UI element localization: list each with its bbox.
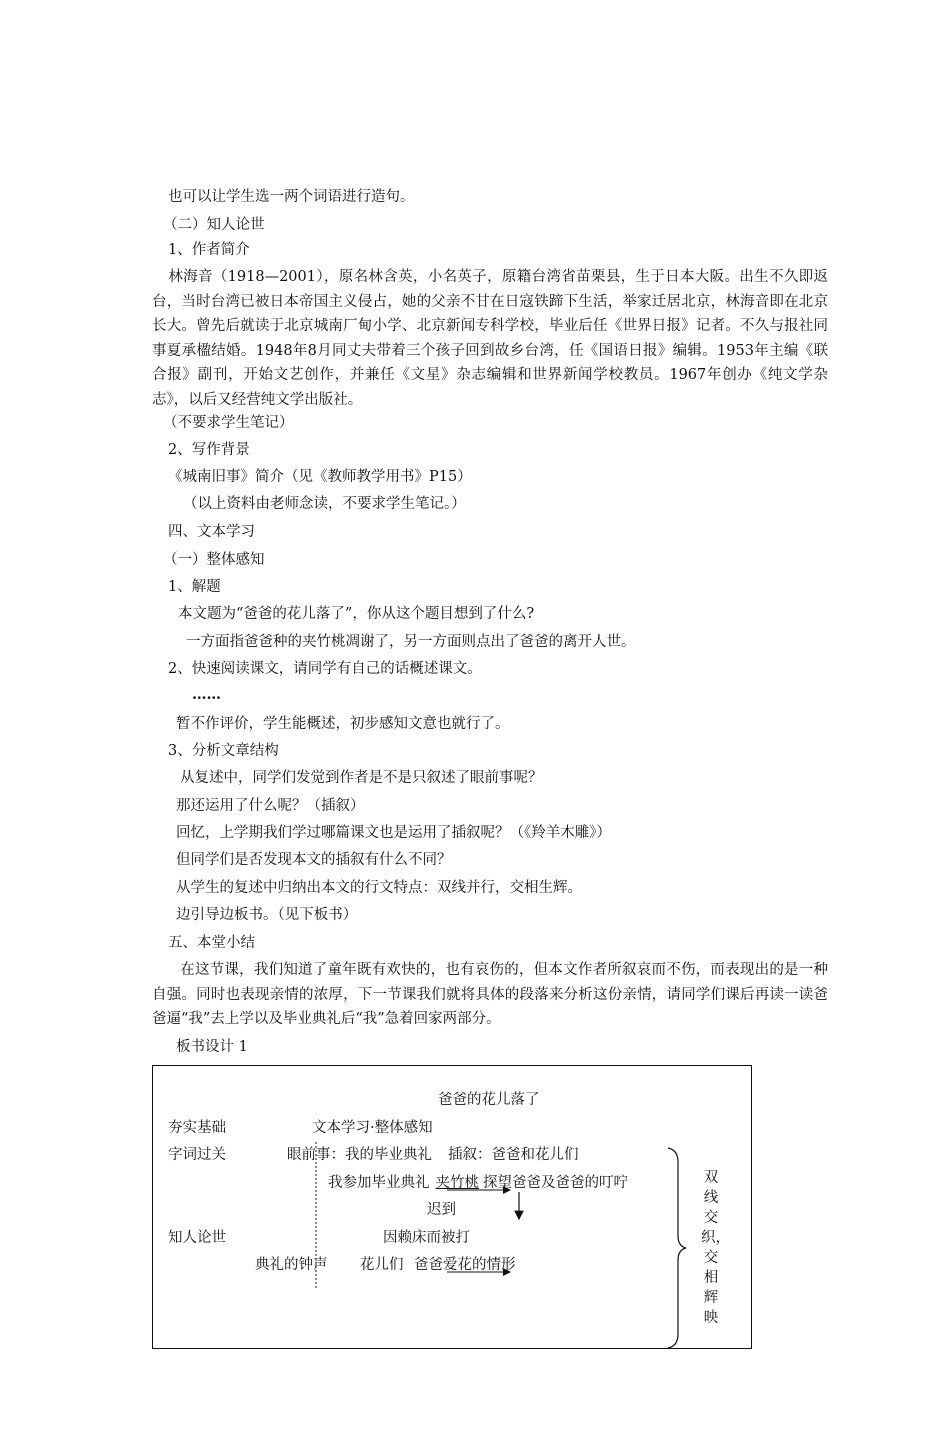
- board-row-5b: 花儿们: [360, 1257, 404, 1273]
- board-design-label: 板书设计 1: [176, 1039, 248, 1055]
- present-value: 我的毕业典礼: [345, 1147, 432, 1163]
- subheading: 1、解题: [168, 579, 221, 595]
- board-side-note: 双线交织，交相辉映: [701, 1170, 730, 1326]
- summary-paragraph: [152, 958, 828, 1032]
- text-line: 本文题为“爸爸的花儿落了”，你从这个题目想到了什么?: [178, 606, 535, 622]
- text-line: 但同学们是否发现本文的插叙有什么不同？: [176, 852, 452, 868]
- text-line: 回忆，上学期我们学过哪篇课文也是运用了插叙呢？（《羚羊木雕》）: [176, 825, 611, 841]
- board-present-line: [287, 1146, 579, 1164]
- text-line: 从学生的复述中归纳出本文的行文特点：双线并行，交相生辉。: [176, 880, 582, 896]
- board-subtitle: 文本学习·整体感知: [312, 1120, 433, 1136]
- subheading: 1、作者简介: [168, 242, 250, 258]
- board-title: 爸爸的花儿落了: [438, 1092, 540, 1108]
- subheading: 2、写作背景: [168, 442, 250, 458]
- row2-a: 我参加毕业典礼: [328, 1175, 430, 1191]
- board-left-item: 夯实基础: [168, 1120, 226, 1136]
- text-line: 那还运用了什么呢？（插叙）: [176, 798, 365, 814]
- board-row-4: 因赖床而被打: [383, 1230, 470, 1246]
- board-row-2: [328, 1174, 628, 1192]
- present-label: 眼前事：: [287, 1147, 345, 1163]
- subheading: （一）整体感知: [163, 552, 265, 568]
- flashback-value: 爸爸和花儿们: [491, 1147, 579, 1163]
- section-heading: 四、文本学习: [168, 524, 255, 540]
- board-row-3: 迟到: [427, 1202, 456, 1218]
- subheading: 2、快速阅读课文，请同学有自己的话概述课文。: [168, 661, 482, 677]
- author-bio-text: 林海音（1918—2001），原名林含英，小名英子，原籍台湾省苗栗县，生于日本大阪。出生不久即返台，当时台湾已被日本帝国主义侵占，她的父亲不甘在日寇铁蹄下生活，举家迁居北京，林海音即在北京长大。曾先后就读于北京城南厂甸小学、北京新闻专科学校，毕业后任《世界日报》记者。不久与报社同事夏承楹结婚。1948年8月同丈夫带着三个孩子回到故乡台湾，任《国语日报》编辑。1953年主编《联合报》副刊，开始文艺创作，并兼任《文星》杂志编辑和世界新闻学校教员。1967年创办《纯文学杂志》，以后又经营纯文学出版社。: [152, 269, 828, 408]
- text-line: 也可以让学生选一两个词语进行造句。: [168, 189, 415, 205]
- text-line: 边引导边板书。（见下板书）: [176, 907, 358, 923]
- text-line: 从复述中，同学们发觉到作者是不是只叙述了眼前事呢？: [180, 770, 543, 786]
- text-line: （以上资料由老师念读，不要求学生笔记。）: [183, 496, 466, 512]
- board-left-item: 知人论世: [168, 1230, 226, 1246]
- text-line: 暂不作评价，学生能概述，初步感知文意也就行了。: [176, 716, 510, 732]
- text-line: 一方面指爸爸种的夹竹桃凋谢了，另一方面则点出了爸爸的离开人世。: [186, 634, 636, 650]
- ellipsis: ……: [192, 686, 221, 703]
- row2-b: 夹竹桃: [435, 1175, 479, 1191]
- author-bio-paragraph: [152, 265, 828, 413]
- text-line: （不要求学生笔记）: [163, 415, 294, 431]
- flashback-label: 插叙：: [448, 1147, 492, 1163]
- section-heading: （二）知人论世: [163, 217, 265, 233]
- section-heading: 五、本堂小结: [168, 935, 255, 951]
- summary-text: 在这节课，我们知道了童年既有欢快的，也有哀伤的，但本文作者所叙哀而不伤，而表现出的是一种自强。同时也表现亲情的浓厚，下一节课我们就将具体的段落来分析这份亲情，请同学们课后再读一读爸爸逼“我”去上学以及毕业典礼后“我”急着回家两部分。: [152, 962, 828, 1028]
- subheading: 3、分析文章结构: [168, 743, 279, 759]
- row2-c: 探望爸爸及爸爸的叮咛: [483, 1175, 628, 1191]
- board-row-5c: 爸爸爱花的情形: [414, 1257, 516, 1273]
- text-line: 《城南旧事》简介（见《教师教学用书》P15）: [168, 469, 472, 485]
- board-row-5a: 典礼的钟声: [255, 1257, 328, 1273]
- board-left-item: 字词过关: [168, 1147, 226, 1163]
